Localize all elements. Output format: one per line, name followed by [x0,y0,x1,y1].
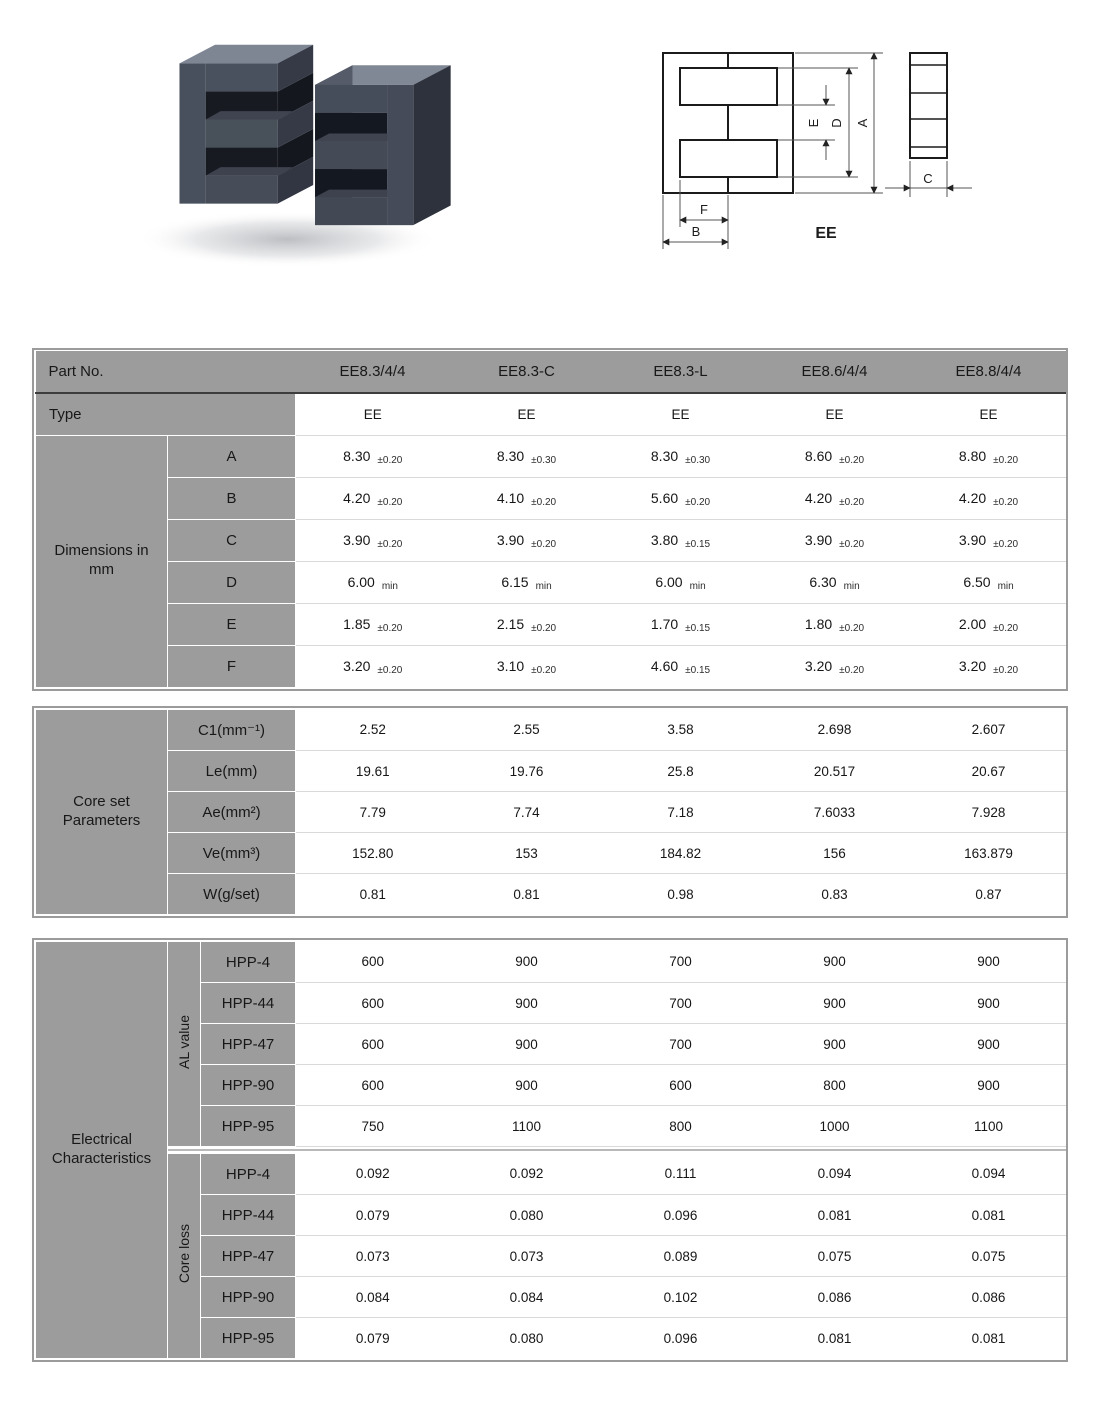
parameter-value-cell: 0.98 [604,874,758,915]
right-e-core [315,65,451,225]
parameter-value-cell: 19.76 [450,751,604,792]
dimension-value-cell [604,477,758,519]
section-gap-cell [168,1147,1066,1154]
drawing-caption: EE [815,225,837,242]
type-value-cell: EE [296,393,450,435]
dimension-tolerance: ±0.20 [377,455,403,466]
dimension-value-cell [758,561,912,603]
electrical-value-cell: 0.073 [296,1236,450,1277]
dimension-value-cell [912,519,1066,561]
electrical-value-cell: 900 [758,942,912,983]
part-number-cell: EE8.8/4/4 [912,351,1066,393]
dimension-tolerance: ±0.20 [839,623,865,634]
dim-label-f: F [700,202,708,217]
dimension-tolerance: ±0.20 [377,623,403,634]
electrical-value-cell: 900 [758,1024,912,1065]
parameter-row [36,710,1066,751]
dimension-value: 4.20 [343,490,371,506]
dimension-tolerance: ±0.20 [685,497,711,508]
electrical-value-cell: 0.081 [912,1195,1066,1236]
electrical-value-cell: 900 [912,983,1066,1024]
type-value-cell: EE [758,393,912,435]
parameter-value-cell: 20.67 [912,751,1066,792]
part-no-header-cell: Part No. [36,351,296,393]
dimension-value: 1.80 [804,616,833,632]
dimension-tolerance: ±0.20 [531,497,557,508]
section-label-cell [168,942,201,1147]
electrical-value-cell: 0.075 [758,1236,912,1277]
parameter-row [36,874,1066,915]
dim-label-e: E [806,118,821,128]
dimension-tolerance: ±0.20 [377,665,403,677]
hpp-label-cell: HPP-95 [201,1106,296,1147]
dimension-value: 6.00 [655,574,683,590]
parameter-label-cell: W(g/set) [168,874,296,915]
electrical-value-cell: 0.081 [758,1195,912,1236]
electrical-value-cell: 0.086 [758,1277,912,1318]
part-number-cell: EE8.3-C [450,351,604,393]
dimension-value-cell [912,477,1066,519]
parameter-value-cell: 7.74 [450,792,604,833]
electrical-value-cell: 1000 [758,1106,912,1147]
dimension-tolerance: ±0.20 [993,665,1019,677]
section-label-cell [168,1154,201,1359]
dimension-value-cell [758,435,912,477]
electrical-value-cell: 800 [604,1106,758,1147]
dimension-value-cell [604,519,758,561]
dimension-value: 3.20 [804,658,833,675]
electrical-value-cell: 0.096 [604,1195,758,1236]
dimension-value-cell [758,645,912,687]
parameter-label-cell: Le(mm) [168,751,296,792]
dimension-value-cell [912,561,1066,603]
dimension-value-cell [912,603,1066,645]
dimension-tolerance: ±0.20 [531,623,557,634]
dimension-tolerance: ±0.20 [993,623,1019,634]
dimension-tolerance: min [381,581,398,592]
dimension-value: 8.30 [650,448,679,464]
dimension-value-cell [758,477,912,519]
parameter-row [36,792,1066,833]
dimension-value: 6.50 [963,574,991,590]
electrical-value-cell: 900 [450,1065,604,1106]
dimension-value-cell [296,561,450,603]
parameter-value-cell: 7.18 [604,792,758,833]
core-set-parameters-table [32,706,1068,918]
dimension-tolerance: ±0.20 [377,539,403,550]
dimension-row-label: A [168,435,296,477]
part-number-cell: EE8.3/4/4 [296,351,450,393]
hpp-label-cell: HPP-4 [201,942,296,983]
coreset-group-cell-text: Core set Parameters [62,793,141,829]
electrical-value-cell: 600 [296,1065,450,1106]
type-value-cell: EE [450,393,604,435]
dimension-value: 8.30 [343,448,371,464]
dimension-value: 3.90 [496,532,525,548]
electrical-value-cell: 600 [296,942,450,983]
dimension-tolerance: min [535,581,552,592]
dimension-tolerance: min [689,581,706,592]
parameter-row [36,751,1066,792]
electrical-value-cell: 900 [912,942,1066,983]
electrical-value-cell: 0.073 [450,1236,604,1277]
dimension-value: 6.00 [347,574,375,590]
dim-label-c: C [923,171,933,186]
parameter-value-cell: 0.81 [296,874,450,915]
dimension-value-cell [450,519,604,561]
dimension-value: 3.10 [496,658,525,675]
electrical-row [36,1154,1066,1195]
left-e-core [179,45,313,204]
dimension-row [36,603,1066,645]
dimension-lines [663,53,972,249]
section-gap-row [36,1147,1066,1154]
electrical-value-cell: 800 [758,1065,912,1106]
coreset-group-cell [36,710,168,915]
electrical-value-cell: 0.081 [758,1318,912,1359]
hpp-label-cell: HPP-95 [201,1318,296,1359]
front-view-outline [663,53,793,193]
electrical-value-cell: 750 [296,1106,450,1147]
dimension-tolerance: ±0.20 [839,497,865,508]
dimension-value: 1.70 [650,616,679,632]
electrical-value-cell: 0.084 [296,1277,450,1318]
electrical-group-cell [36,942,168,1359]
dimension-tolerance: min [997,581,1014,592]
dimension-tolerance: ±0.20 [993,539,1019,550]
dimension-value: 6.15 [501,574,529,590]
ee-core-dimension-drawing [630,25,1090,295]
dim-label-d: D [829,118,844,128]
dimension-row [36,561,1066,603]
parameter-value-cell: 163.879 [912,833,1066,874]
electrical-value-cell: 600 [296,983,450,1024]
electrical-value-cell: 0.094 [912,1154,1066,1195]
electrical-value-cell: 0.079 [296,1318,450,1359]
dimension-value-cell [296,519,450,561]
dimension-value: 2.00 [958,616,987,632]
dimension-row-label: C [168,519,296,561]
dimension-tolerance: ±0.15 [685,623,711,634]
dimension-value-cell [604,645,758,687]
dimension-value-cell [296,603,450,645]
electrical-value-cell: 0.084 [450,1277,604,1318]
dimension-value: 5.60 [650,490,679,506]
dimension-value-cell [604,435,758,477]
dimension-value-cell [912,435,1066,477]
hpp-label-cell: HPP-44 [201,1195,296,1236]
parameter-label-cell: C1(mm⁻¹) [168,710,296,751]
hpp-label-cell: HPP-44 [201,983,296,1024]
electrical-value-cell: 600 [604,1065,758,1106]
dimension-value-cell [604,561,758,603]
hpp-label-cell: HPP-47 [201,1236,296,1277]
electrical-value-cell: 900 [450,942,604,983]
section-label-rotated: AL value [176,1015,192,1069]
dimensions-group-cell-text: Dimensions in mm [54,542,149,578]
dimension-value: 4.20 [804,490,833,506]
dimension-tolerance: ±0.30 [685,455,711,466]
electrical-value-cell: 0.089 [604,1236,758,1277]
dimension-value: 1.85 [343,616,371,632]
dimension-value: 6.30 [809,574,837,590]
parameter-label-cell: Ve(mm³) [168,833,296,874]
electrical-value-cell: 900 [912,1024,1066,1065]
section-divider-line [168,1149,1066,1151]
electrical-value-cell: 0.092 [450,1154,604,1195]
dimension-value-cell [912,645,1066,687]
side-view-outline [910,53,947,158]
dimension-row [36,477,1066,519]
parameter-value-cell: 0.81 [450,874,604,915]
dimension-value: 8.60 [804,448,833,464]
dimension-value: 4.10 [496,490,525,506]
electrical-value-cell: 700 [604,1024,758,1065]
parameter-value-cell: 3.58 [604,710,758,751]
dimension-tolerance: ±0.20 [377,497,403,508]
parameter-value-cell: 0.83 [758,874,912,915]
dim-label-b: B [691,224,701,239]
parameter-value-cell: 152.80 [296,833,450,874]
electrical-value-cell: 900 [450,1024,604,1065]
dimension-value: 3.90 [804,532,833,548]
parameter-value-cell: 2.52 [296,710,450,751]
electrical-value-cell: 700 [604,983,758,1024]
dimension-value: 3.80 [650,532,679,548]
dimension-tolerance: ±0.20 [993,497,1019,508]
parameter-value-cell: 2.607 [912,710,1066,751]
dimension-value-cell [450,645,604,687]
parameter-value-cell: 7.79 [296,792,450,833]
parameter-value-cell: 7.6033 [758,792,912,833]
dimension-value-cell [296,435,450,477]
dimension-value: 8.80 [958,448,987,464]
dimension-value: 3.90 [343,532,371,548]
dimension-value-cell [450,561,604,603]
hpp-label-cell: HPP-47 [201,1024,296,1065]
dimensions-group-cell [36,435,168,687]
dimension-value: 2.15 [496,616,525,632]
dimension-tolerance: ±0.20 [839,539,865,550]
electrical-value-cell: 0.111 [604,1154,758,1195]
parameter-label-cell: Ae(mm²) [168,792,296,833]
electrical-value-cell: 0.102 [604,1277,758,1318]
parameter-row [36,833,1066,874]
dimension-row-label: F [168,645,296,687]
parameter-value-cell: 156 [758,833,912,874]
electrical-value-cell: 0.094 [758,1154,912,1195]
dimension-tolerance: min [843,581,860,592]
electrical-group-cell-text: Electrical Characteristics [51,1131,152,1167]
electrical-value-cell: 900 [758,983,912,1024]
electrical-value-cell: 0.081 [912,1318,1066,1359]
parameter-value-cell: 20.517 [758,751,912,792]
dimension-tolerance: ±0.20 [531,539,557,550]
type-value-cell: EE [912,393,1066,435]
electrical-value-cell: 700 [604,942,758,983]
dimensions-table [32,348,1068,691]
parameter-value-cell: 0.87 [912,874,1066,915]
dimension-tolerance: ±0.20 [993,455,1019,466]
dimension-value: 3.90 [958,532,987,548]
electrical-value-cell: 0.092 [296,1154,450,1195]
ee-core-3d-render [100,5,460,277]
dimension-value-cell [450,435,604,477]
parameter-value-cell: 25.8 [604,751,758,792]
electrical-value-cell: 0.080 [450,1195,604,1236]
type-label-cell: Type [36,393,296,435]
dimension-row-label: D [168,561,296,603]
dimension-tolerance: ±0.30 [531,455,557,466]
type-row [36,393,1066,435]
dimension-tolerance: ±0.20 [839,665,865,677]
electrical-value-cell: 1100 [912,1106,1066,1147]
hpp-label-cell: HPP-4 [201,1154,296,1195]
dimension-value-cell [296,477,450,519]
dimension-value: 4.60 [650,658,679,675]
dimension-row-label: B [168,477,296,519]
section-label-rotated: Core loss [176,1224,192,1284]
parameter-value-cell: 2.55 [450,710,604,751]
parameter-value-cell: 184.82 [604,833,758,874]
parameter-value-cell: 19.61 [296,751,450,792]
electrical-characteristics-table [32,938,1068,1362]
electrical-value-cell: 0.086 [912,1277,1066,1318]
dimension-tolerance: ±0.20 [839,455,865,466]
dimension-value-cell [450,603,604,645]
electrical-value-cell: 0.080 [450,1318,604,1359]
type-value-cell: EE [604,393,758,435]
dimension-tolerance: ±0.20 [531,665,557,677]
dimension-row-label: E [168,603,296,645]
electrical-value-cell: 900 [912,1065,1066,1106]
hpp-label-cell: HPP-90 [201,1065,296,1106]
dim-label-a: A [855,118,870,128]
dimension-value-cell [758,603,912,645]
parameter-value-cell: 153 [450,833,604,874]
electrical-row [36,942,1066,983]
electrical-value-cell: 0.079 [296,1195,450,1236]
dimension-value-cell [450,477,604,519]
dimension-value: 3.20 [343,658,371,675]
dimension-value: 4.20 [958,490,987,506]
dimension-value: 3.20 [958,658,987,675]
dimension-value-cell [758,519,912,561]
part-number-cell: EE8.3-L [604,351,758,393]
part-number-cell: EE8.6/4/4 [758,351,912,393]
dimension-value-cell [296,645,450,687]
electrical-value-cell: 600 [296,1024,450,1065]
hpp-label-cell: HPP-90 [201,1277,296,1318]
parameter-value-cell: 7.928 [912,792,1066,833]
electrical-value-cell: 0.096 [604,1318,758,1359]
dimension-row [36,519,1066,561]
electrical-value-cell: 900 [450,983,604,1024]
dimension-row [36,645,1066,687]
dimension-value: 8.30 [496,448,525,464]
dimension-tolerance: ±0.15 [685,665,711,677]
parameter-value-cell: 2.698 [758,710,912,751]
electrical-value-cell: 1100 [450,1106,604,1147]
dimension-row [36,435,1066,477]
dimension-value-cell [604,603,758,645]
electrical-value-cell: 0.075 [912,1236,1066,1277]
dimension-tolerance: ±0.15 [685,539,711,550]
part-no-header-row [36,351,1066,393]
